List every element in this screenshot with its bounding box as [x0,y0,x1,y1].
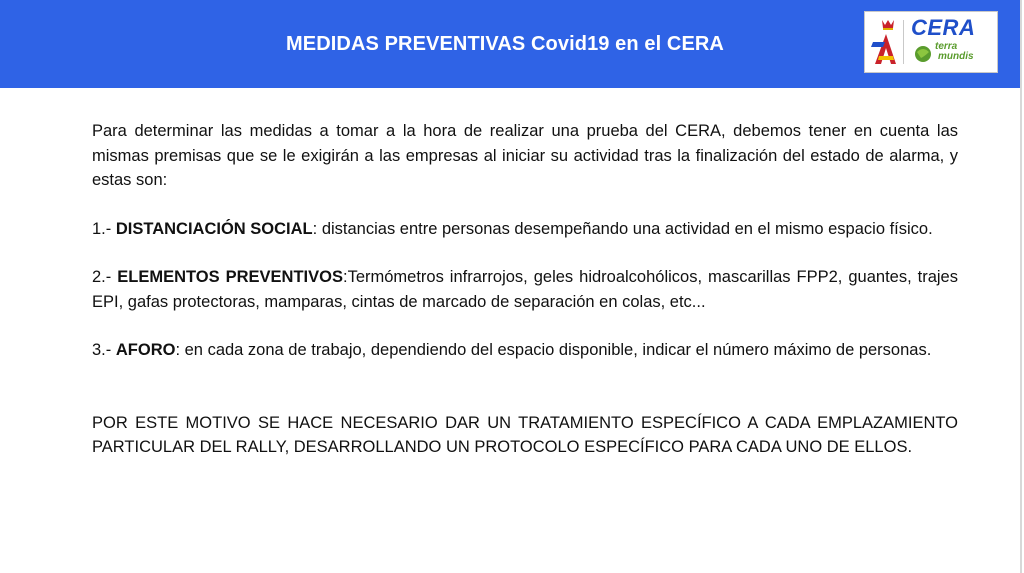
header-bar [0,0,1020,88]
conclusion-paragraph: POR ESTE MOTIVO SE HACE NECESARIO DAR UN TRATAMIENTO ESPECÍFICO A CADA EMPLAZAMIENTO PARTICULAR DEL RALLY, DESARROLLANDO UN PROTOCOLO ESPECÍFICO PARA CADA UNO DE ELLOS. [92,413,958,456]
item-number: 1.- [92,219,112,238]
body-content [92,119,958,460]
item-separator: : [175,341,181,359]
item-number: 3.- [92,341,112,359]
item-number: 2.- [92,268,112,286]
list-item [92,338,958,363]
page-title: MEDIDAS PREVENTIVAS Covid19 en el CERA [286,33,724,55]
logo-sub-brand-line2: mundis [938,51,974,62]
item-separator: : [312,219,318,238]
item-text: Termómetros infrarrojos, geles hidroalcohólicos, mascarillas FPP2, guantes, trajes EPI, gafas protectoras, mamparas, cintas de marcado de separación en colas, etc... [92,268,958,311]
intro-paragraph: Para determinar las medidas a tomar a la hora de realizar una prueba del CERA, debemos tener en cuenta las mismas premisas que se le exigirán a las empresas al iniciar su actividad tras la finalización del estado de alarma, y estas son: [92,122,958,189]
list-item [92,265,958,314]
item-heading: ELEMENTOS PREVENTIVOS [117,268,343,286]
cera-logo [864,11,998,73]
item-heading: DISTANCIACIÓN SOCIAL [115,219,313,238]
item-heading: AFORO [115,341,176,359]
logo-brand-text: CERA [911,15,976,40]
item-text: distancias entre personas desempeñando una actividad en el mismo espacio físico. [317,219,933,238]
item-text: en cada zona de trabajo, dependiendo del espacio disponible, indicar el número máximo de personas. [180,341,932,359]
logo-sub-brand-line1: terra [935,41,958,52]
list-item [92,217,958,242]
item-separator: : [342,268,348,286]
